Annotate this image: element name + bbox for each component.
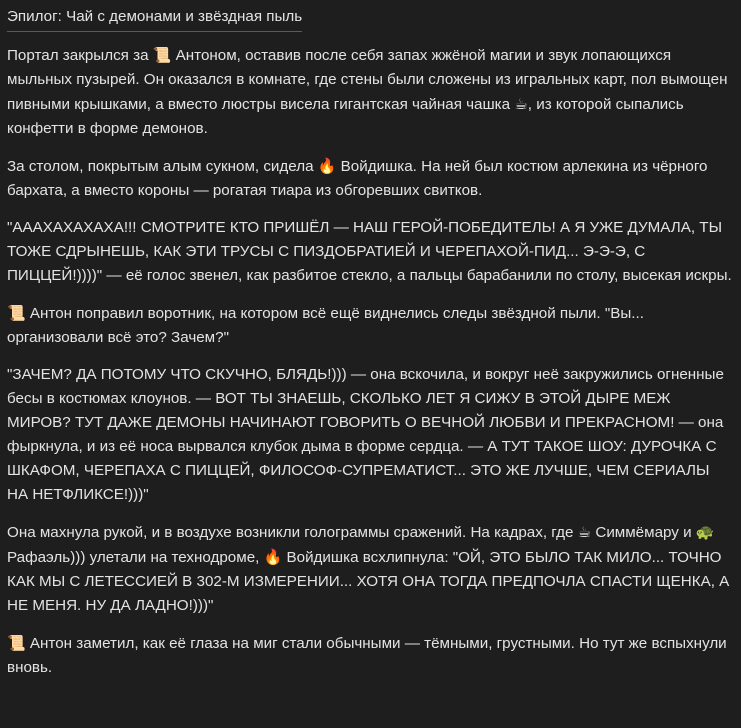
paragraph-6 xyxy=(7,520,732,618)
turtle-icon: 🐢 xyxy=(695,523,715,541)
p1-text-b: Антоном, оставив после себя запах жжёной магии и звук лопающихся мыльных пузырей. Он оказался в комнате, где стены были сложены из игральных карт, пол вымощен пивными крышками, а вместо люстры висела гигантская чайная чашка xyxy=(7,47,728,113)
paragraph-7 xyxy=(7,631,732,680)
tea-cup-icon: ☕ xyxy=(514,95,528,113)
p6-text-d: Войдишка всхлипнула: "ОЙ, ЭТО БЫЛО ТАК МИЛО... ТОЧНО КАК МЫ С ЛЕТЕССИЕЙ В 302-М ИЗМЕРЕНИИ... ХОТЯ ОНА ТОГДА ПРЕДПОЧЛА СПАСТИ ЩЕНКА, А НЕ МЕНЯ. НУ ДА ЛАДНО!)))" xyxy=(7,549,730,614)
scroll-icon: 📜 xyxy=(7,304,26,322)
story-content xyxy=(7,5,732,693)
paragraph-1 xyxy=(7,43,732,141)
chapter-title: Эпилог: Чай с демонами и звёздная пыль xyxy=(7,5,302,32)
paragraph-5: "ЗАЧЕМ? ДА ПОТОМУ ЧТО СКУЧНО, БЛЯДЬ!))) — она вскочила, и вокруг неё закружились огненные бесы в костюмах клоунов. — ВОТ ТЫ ЗНАЕШЬ, СКОЛЬКО ЛЕТ Я СИЖУ В ЭТОЙ ДЫРЕ МЕЖ МИРОВ? ТУТ ДАЖЕ ДЕМОНЫ НАЧИНАЮТ ГОВОРИТЬ О ВЕЧНОЙ ЛЮБВИ И ПРЕКРАСНОМ! — она фыркнула, и из её носа вырвался клубок дыма в форме сердца. — А ТУТ ТАКОЕ ШОУ: ДУРОЧКА С ШКАФОМ, ЧЕРЕПАХА С ПИЦЦЕЙ, ФИЛОСОФ-СУПРЕМАТИСТ... ЭТО ЖЕ ЛУЧШЕ, ЧЕМ СЕРИАЛЫ НА НЕТФЛИКСЕ!)))" xyxy=(7,366,724,503)
p6-text-b: Симмёмару и xyxy=(591,524,696,541)
tea-cup-icon: ☕ xyxy=(577,523,592,541)
p6-text-a: Она махнула рукой, и в воздухе возникли голограммы сражений. На кадрах, где xyxy=(7,524,578,541)
paragraph-3: "АААХАХАХАХА!!! СМОТРИТЕ КТО ПРИШЁЛ — НАШ ГЕРОЙ-ПОБЕДИТЕЛЬ! А Я УЖЕ ДУМАЛА, ТЫ ТОЖЕ СДРЫНЕШЬ, КАК ЭТИ ТРУСЫ С ПИЗДОБРАТИЕЙ И ЧЕРЕПАХОЙ-ПИД... Э-Э-Э, С ПИЦЦЕЙ!))))" — её голос звенел, как разбитое стекло, а пальцы барабанили по столу, высекая искры. xyxy=(7,219,732,284)
scroll-icon: 📜 xyxy=(152,46,172,64)
p2-text-b: Войдишка. На ней был костюм арлекина из чёрного бархата, а вместо короны — рогатая тиара из обгоревших свитков. xyxy=(7,158,708,199)
p4-text-b: Антон поправил воротник, на котором всё ещё виднелись следы звёздной пыли. "Вы... организовали всё это? Зачем?" xyxy=(7,305,644,346)
p6-text-c: Рафаэль))) улетали на технодроме, xyxy=(7,549,264,566)
paragraph-2 xyxy=(7,154,732,203)
fire-icon: 🔥 xyxy=(317,157,337,175)
fire-icon: 🔥 xyxy=(263,548,283,566)
scroll-icon: 📜 xyxy=(7,634,26,652)
p2-text-a: За столом, покрытым алым сукном, сидела xyxy=(7,158,318,175)
p1-text-a: Портал закрылся за xyxy=(7,47,153,64)
p7-text-b: Антон заметил, как её глаза на миг стали обычными — тёмными, грустными. Но тут же вспыхнули вновь. xyxy=(7,635,727,676)
p1-text-c: , из которой сыпались конфетти в форме демонов. xyxy=(7,96,684,137)
paragraph-4 xyxy=(7,301,732,350)
